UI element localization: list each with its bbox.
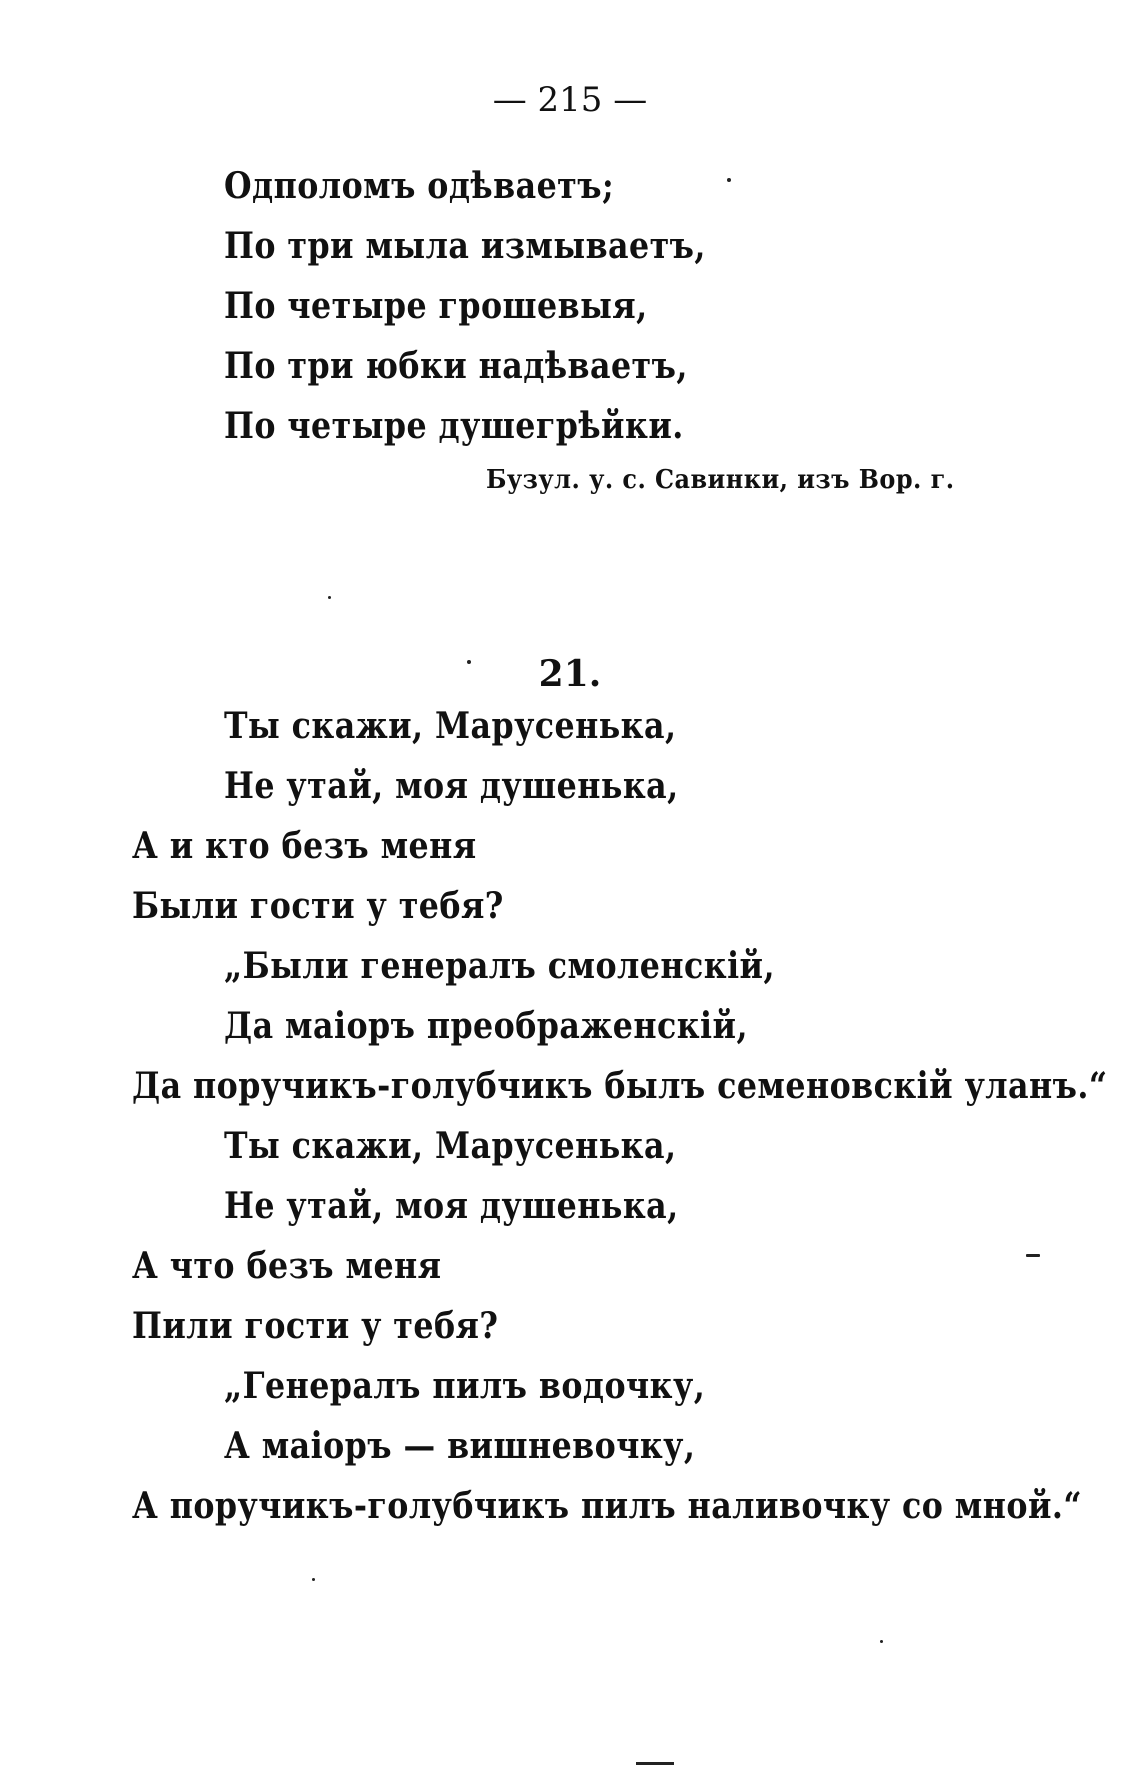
verse-line: А маіоръ — вишневочку, xyxy=(224,1425,696,1467)
verse-line: Ты скажи, Марусенька, xyxy=(224,705,677,747)
verse-line: По четыре душегрѣйки. xyxy=(224,405,684,447)
print-speck xyxy=(312,1578,315,1581)
verse-line: Одполомъ одѣваетъ; xyxy=(224,165,615,207)
verse-line: Не утай, моя душенька, xyxy=(224,765,679,807)
verse-line: Были гости у тебя? xyxy=(132,885,504,927)
verse-line: По три мыла измываетъ, xyxy=(224,225,706,267)
page-number: — 215 — xyxy=(492,80,648,120)
print-speck xyxy=(328,596,331,599)
verse-line: По четыре грошевыя, xyxy=(224,285,648,327)
verse-line: По три юбки надѣваетъ, xyxy=(224,345,688,387)
bottom-rule xyxy=(636,1762,674,1765)
verse-line: „Генералъ пилъ водочку, xyxy=(224,1365,706,1407)
verse-line: А поручикъ-голубчикъ пилъ наливочку со мной.“ xyxy=(132,1485,1083,1527)
verse-line: А и кто безъ меня xyxy=(132,825,477,867)
verse-line: „Были генералъ смоленскій, xyxy=(224,945,775,987)
verse-line: Ты скажи, Марусенька, xyxy=(224,1125,677,1167)
verse-line: Не утай, моя душенька, xyxy=(224,1185,679,1227)
verse-line: Пили гости у тебя? xyxy=(132,1305,499,1347)
print-speck xyxy=(727,178,731,182)
verse-line: А что безъ меня xyxy=(132,1245,442,1287)
print-speck xyxy=(1026,1254,1040,1257)
verse-line: Да поручикъ-голубчикъ былъ семеновскій уланъ.“ xyxy=(132,1065,1108,1107)
verse-line: Да маіоръ преображенскій, xyxy=(224,1005,748,1047)
print-speck xyxy=(880,1640,883,1643)
print-speck xyxy=(467,660,471,664)
source-note: Бузул. у. с. Савинки, изъ Вор. г. xyxy=(486,465,955,495)
song-number: 21. xyxy=(538,653,602,695)
